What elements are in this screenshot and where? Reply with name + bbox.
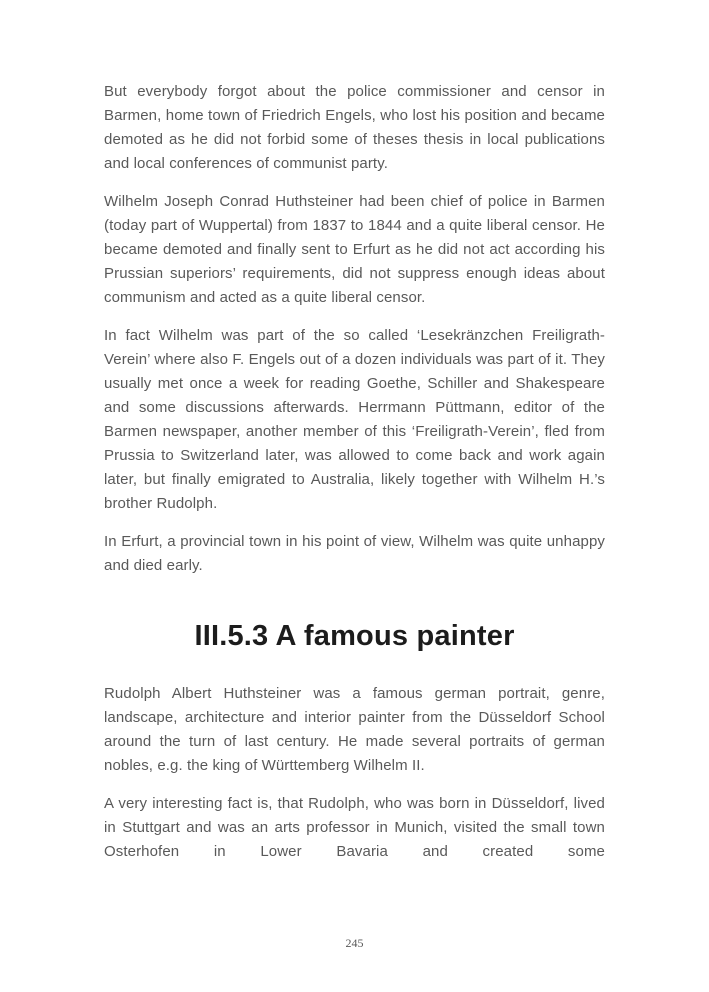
page-number: 245 (345, 936, 364, 950)
paragraph: Rudolph Albert Huthsteiner was a famous german portrait, genre, landscape, architecture and interior painter from the Düsseldorf School around the turn of last century. He made several portraits of german nobles, e.g. the king of Württemberg Wilhelm II. (104, 685, 605, 774)
paragraph: In Erfurt, a provincial town in his point of view, Wilhelm was quite unhappy and died early. (104, 533, 605, 574)
paragraph: In fact Wilhelm was part of the so called ‘Lesekränzchen Freiligrath-Verein’ where also F. Engels out of a dozen individuals was part of it. They usually met once a week for reading Goethe, Schiller and Shakespeare and some discussions afterwards. Herrmann Püttmann, editor of the Barmen newspaper, another member of this ‘Freiligrath-Verein’, fled from Prussia to Switzerland later, was allowed to come back and work again later, but finally emigrated to Australia, likely together with Wilhelm H.’s brother Rudolph. (104, 327, 605, 512)
paragraph: A very interesting fact is, that Rudolph, who was born in Düsseldorf, lived in Stuttgart and was an arts professor in Munich, visited the small town Osterhofen in Lower Bavaria and created some (104, 795, 605, 860)
text-column (104, 80, 605, 864)
paragraph: Wilhelm Joseph Conrad Huthsteiner had been chief of police in Barmen (today part of Wuppertal) from 1837 to 1844 and a quite liberal censor. He became demoted and finally sent to Erfurt as he did not act according his Prussian superiors’ requirements, did not suppress enough ideas about communism and acted as a quite liberal censor. (104, 193, 605, 306)
paragraph: But everybody forgot about the police commissioner and censor in Barmen, home town of Friedrich Engels, who lost his position and became demoted as he did not forbid some of theses thesis in local publications and local conferences of communist party. (104, 83, 605, 172)
section-heading: III.5.3 A famous painter (194, 620, 515, 652)
